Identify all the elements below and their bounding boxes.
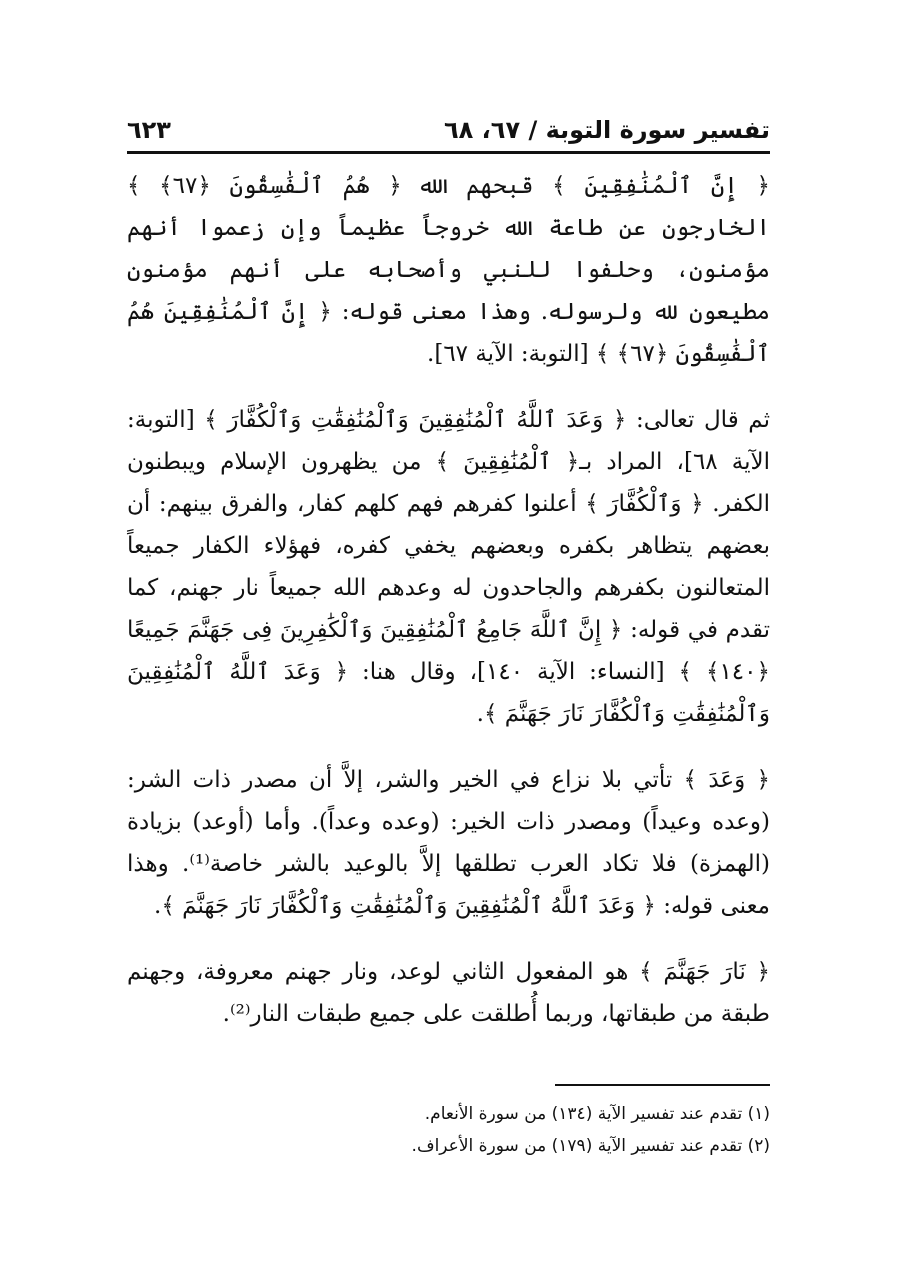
paragraph-waad: ﴿ وَعَدَ ﴾ تأتي بلا نزاع في الخير والشر، إلاَّ أن مصدر ذات الشر: (وعده وعيداً) ومصدر ذات الخير: (وعده وعداً). وأما (أوعد) بزيادة (الهمزة) فلا تكاد العرب تطلقها إلاَّ بالوعيد بالشر خاصة⁽¹⁾. وهذا معنى قوله: ﴿ وَعَدَ ٱللَّهُ ٱلْمُنَٰفِقِينَ وَٱلْمُنَٰفِقَٰتِ وَٱلْكُفَّارَ نَارَ جَهَنَّمَ ﴾. xyxy=(127,767,770,919)
page-number: ٦٢٣ xyxy=(127,116,171,144)
running-title: تفسير سورة التوبة / ٦٧، ٦٨ xyxy=(444,116,770,144)
footnotes xyxy=(127,1098,770,1162)
page-header xyxy=(127,112,770,152)
paragraph-nar-jahannam: ﴿ نَارَ جَهَنَّمَ ﴾ هو المفعول الثاني لوعد، ونار جهنم معروفة، وجهنم طبقة من طبقاتها، وربما أُطلقت على جميع طبقات النار⁽²⁾. xyxy=(127,959,770,1027)
footnote-divider xyxy=(555,1084,770,1086)
header-divider xyxy=(127,151,770,154)
footnote-2: (٢) تقدم عند تفسير الآية (١٧٩) من سورة الأعراف. xyxy=(411,1136,770,1156)
paragraph-verse-68: ثم قال تعالى: ﴿ وَعَدَ ٱللَّهُ ٱلْمُنَٰفِقِينَ وَٱلْمُنَٰفِقَٰتِ وَٱلْكُفَّارَ ﴾ [التوبة: الآية ٦٨]، المراد بـ﴿ ٱلْمُنَٰفِقِينَ ﴾ من يظهرون الإسلام ويبطنون الكفر. ﴿ وَٱلْكُفَّارَ ﴾ أعلنوا كفرهم فهم كلهم كفار، والفرق بينهم: أن بعضهم يتظاهر بكفره وبعضهم يخفي كفره، فهؤلاء الكفار جميعاً المتعالنون بكفرهم والجاحدون له وعدهم الله جميعاً نار جهنم، كما تقدم في قوله: ﴿ إِنَّ ٱللَّهَ جَامِعُ ٱلْمُنَٰفِقِينَ وَٱلْكَٰفِرِينَ فِى جَهَنَّمَ جَمِيعًا ﴿١٤٠﴾ ﴾ [النساء: الآية ١٤٠]، وقال هنا: ﴿ وَعَدَ ٱللَّهُ ٱلْمُنَٰفِقِينَ وَٱلْمُنَٰفِقَٰتِ وَٱلْكُفَّارَ نَارَ جَهَنَّمَ ﴾. xyxy=(127,407,770,727)
paragraph-verse-67: ﴿ إِنَّ ٱلْمُنَٰفِقِينَ ﴾ قبحهم الله ﴿ هُمُ ٱلْفَٰسِقُونَ ﴿٦٧﴾ ﴾ الخارجون عن طاعة الله خروجاً عظيماً وإن زعموا أنهم مؤمنون، وحلفوا للنبي وأصحابه على أنهم مؤمنون مطيعون لله ولرسوله. وهذا معنى قوله: ﴿ إِنَّ ٱلْمُنَٰفِقِينَ هُمُ ٱلْفَٰسِقُونَ ﴿٦٧﴾ ﴾ [التوبة: الآية ٦٧]. xyxy=(127,173,770,367)
footnote-1: (١) تقدم عند تفسير الآية (١٣٤) من سورة الأنعام. xyxy=(424,1104,770,1124)
main-text xyxy=(127,165,770,1059)
